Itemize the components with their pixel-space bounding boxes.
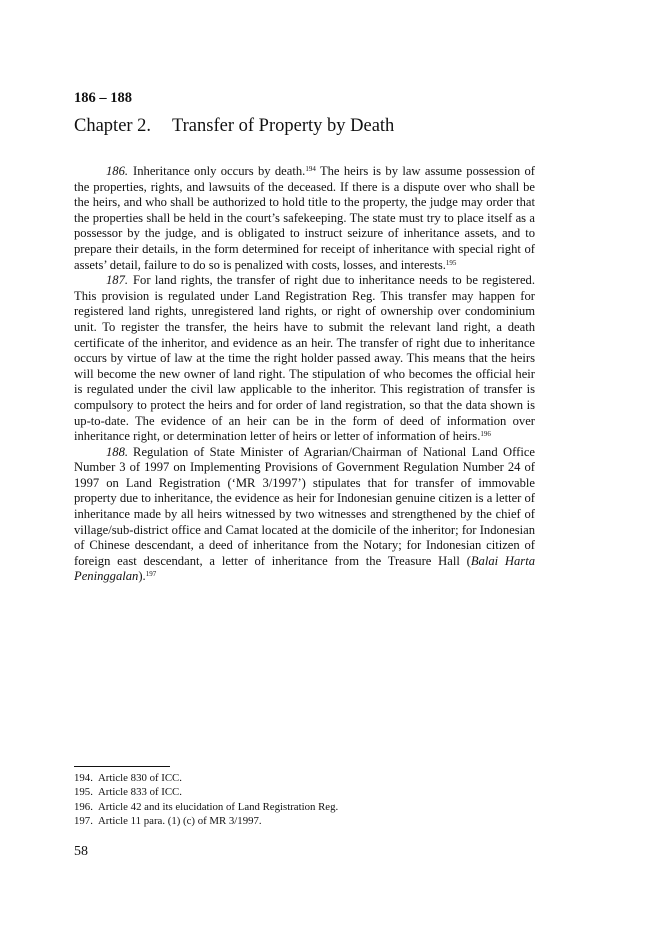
page-number: 58 (74, 844, 88, 859)
footnote-number: 196. (74, 800, 93, 813)
footnote-ref: 195 (445, 258, 457, 267)
footnote (74, 800, 535, 814)
footnote (74, 771, 535, 785)
running-head: 186 – 188 (74, 90, 132, 106)
footnote (74, 814, 535, 828)
footnote-text: Article 11 para. (1) (c) of MR 3/1997. (98, 814, 262, 827)
paragraph-number: 186. (106, 164, 129, 178)
paragraph-text: The heirs is by law assume possession of the properties, rights, and lawsuits of the deceased. If there is a dispute over who shall be the heirs, and who shall be authorized to hold title to the property, the judge may order that the properties shall be held in the court’s safekeeping. The state must try to place itself as a possessor by the judge, and is obligated to instruct seizure of inheritance assets, and to prepare their details, in the form determined for receipt of inheritance with special right of assets’ detail, failure to do so is penalized with costs, losses, and interests. (74, 164, 535, 272)
paragraph-188 (74, 445, 535, 585)
paragraph-text: Regulation of State Minister of Agrarian/Chairman of National Land Office Number 3 of 1997 on Implementing Provisions of Government Regulation Number 24 of 1997 on Land Registration (‘MR 3/1997’) stipulates that for transfer of immovable property due to inheritance, the evidence as heir for Indonesian genuine citizen is a letter of inheritance made by all heirs witnessed by two witnesses and strengthened by the chief of village/sub-district office and Camat located at the domicile of the inheritor; for Indonesian of Chinese descendant, a deed of inheritance from the Notary; for Indonesian citizen of foreign east descendant, a letter of inheritance from the Treasure Hall ( (74, 444, 535, 568)
footnote-rule (74, 766, 170, 767)
italic-term: Balai Harta Peninggalan (74, 553, 535, 584)
footnote-number: 197. (74, 814, 93, 827)
paragraph-187 (74, 273, 535, 445)
paragraph-number: 187. (106, 273, 129, 288)
footnote-ref: 194 (305, 165, 316, 173)
body-text (74, 164, 535, 585)
footnote-text: Article 830 of ICC. (98, 772, 182, 784)
footnote-ref: 196 (480, 430, 491, 439)
footnote-number: 195. (74, 786, 93, 799)
paragraph-tail: ). (138, 569, 146, 584)
footnote-ref: 197 (145, 570, 157, 579)
footnotes (74, 771, 535, 828)
paragraph-text: For land rights, the transfer of right due to inheritance needs to be registered. This provision is regulated under Land Registration Reg. This transfer may happen for registered land rights, unregistered land rights, or right of ownership over condominium unit. To register the transfer, the heirs have to submit the relevant land right, a death certificate of the inheritor, and evidence as an heir. The transfer of right due to inheritance occurs by virtue of law at the time the right holder passed away. This means that the heirs will become the new owner of land right. The stipulation of who becomes the official heir is regulated under the civil law applicable to the inheritor. This registration of transfer is compulsory to protect the heirs and for order of land registration, so that the data shown is up-to-date. The evidence of an heir can be in the form of deed of information over inheritance right, or determination letter of heirs or letter of information of heirs. (74, 273, 535, 444)
chapter-heading (74, 116, 394, 137)
chapter-title: Transfer of Property by Death (172, 116, 395, 136)
paragraph-186 (74, 164, 535, 273)
footnote-text: Article 42 and its elucidation of Land Registration Reg. (98, 800, 339, 813)
chapter-number: Chapter 2. (74, 116, 152, 136)
footnote (74, 785, 535, 799)
footnote-number: 194. (74, 772, 93, 784)
paragraph-lead: Inheritance only occurs by death. (133, 164, 306, 178)
paragraph-number: 188. (106, 444, 129, 459)
footnote-text: Article 833 of ICC. (98, 786, 182, 799)
